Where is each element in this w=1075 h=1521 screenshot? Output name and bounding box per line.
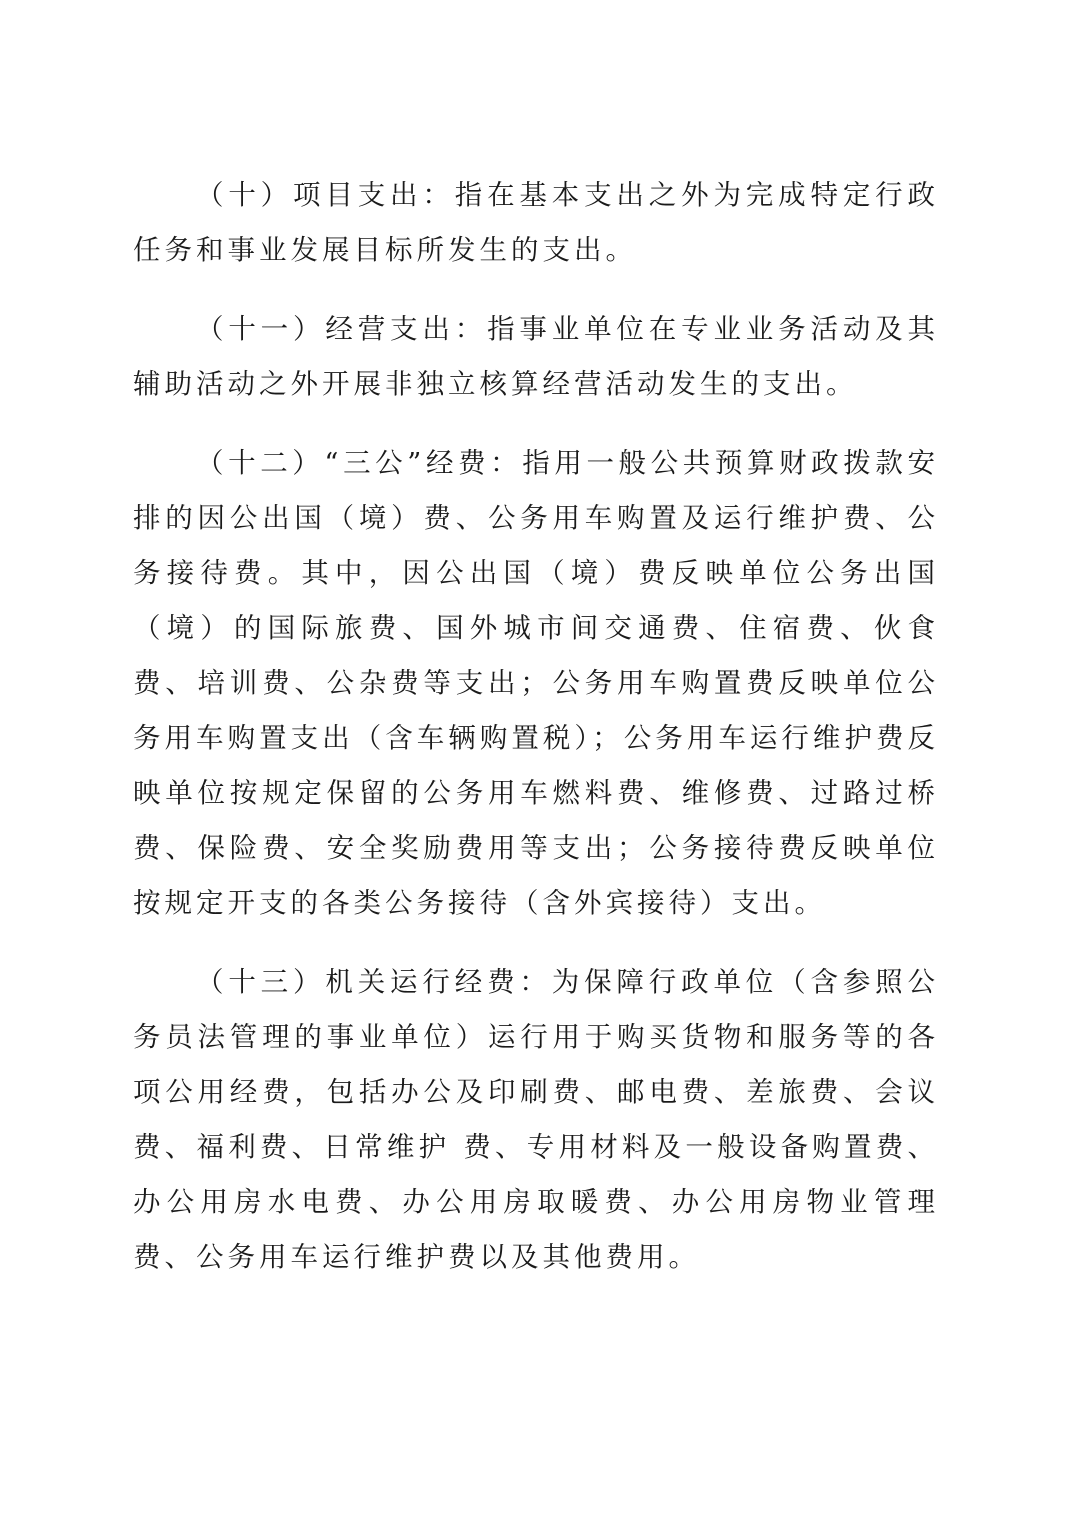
paragraph-three-public-expenses: （十二）“三公”经费：指用一般公共预算财政拨款安排的因公出国（境）费、公务用车购置及运行维护费、公务接待费。其中，因公出国（境）费反映单位公务出国（境）的国际旅费、国外城市间交通费、住宿费、伙食费、培训费、公杂费等支出；公务用车购置费反映单位公务用车购置支出（含车辆购置税）；公务用车运行维护费反映单位按规定保留的公务用车燃料费、维修费、过路过桥费、保险费、安全奖励费用等支出；公务接待费反映单位按规定开支的各类公务接待（含外宾接待）支出。: [133, 447, 939, 919]
paragraph-project-expenditure: （十）项目支出：指在基本支出之外为完成特定行政任务和事业发展目标所发生的支出。: [133, 179, 939, 266]
paragraph-agency-operating-expenses: （十三）机关运行经费：为保障行政单位（含参照公务员法管理的事业单位）运行用于购买货物和服务等的各项公用经费，包括办公及印刷费、邮电费、差旅费、会议费、福利费、日常维护 费、专用材料及一般设备购置费、办公用房水电费、办公用房取暖费、办公用房物业管理费、公务用车运行维护费以及其他费用。: [133, 966, 939, 1273]
paragraph-operating-expenditure: （十一）经营支出：指事业单位在专业业务活动及其辅助活动之外开展非独立核算经营活动发生的支出。: [133, 313, 939, 400]
document-body: [133, 168, 939, 1285]
